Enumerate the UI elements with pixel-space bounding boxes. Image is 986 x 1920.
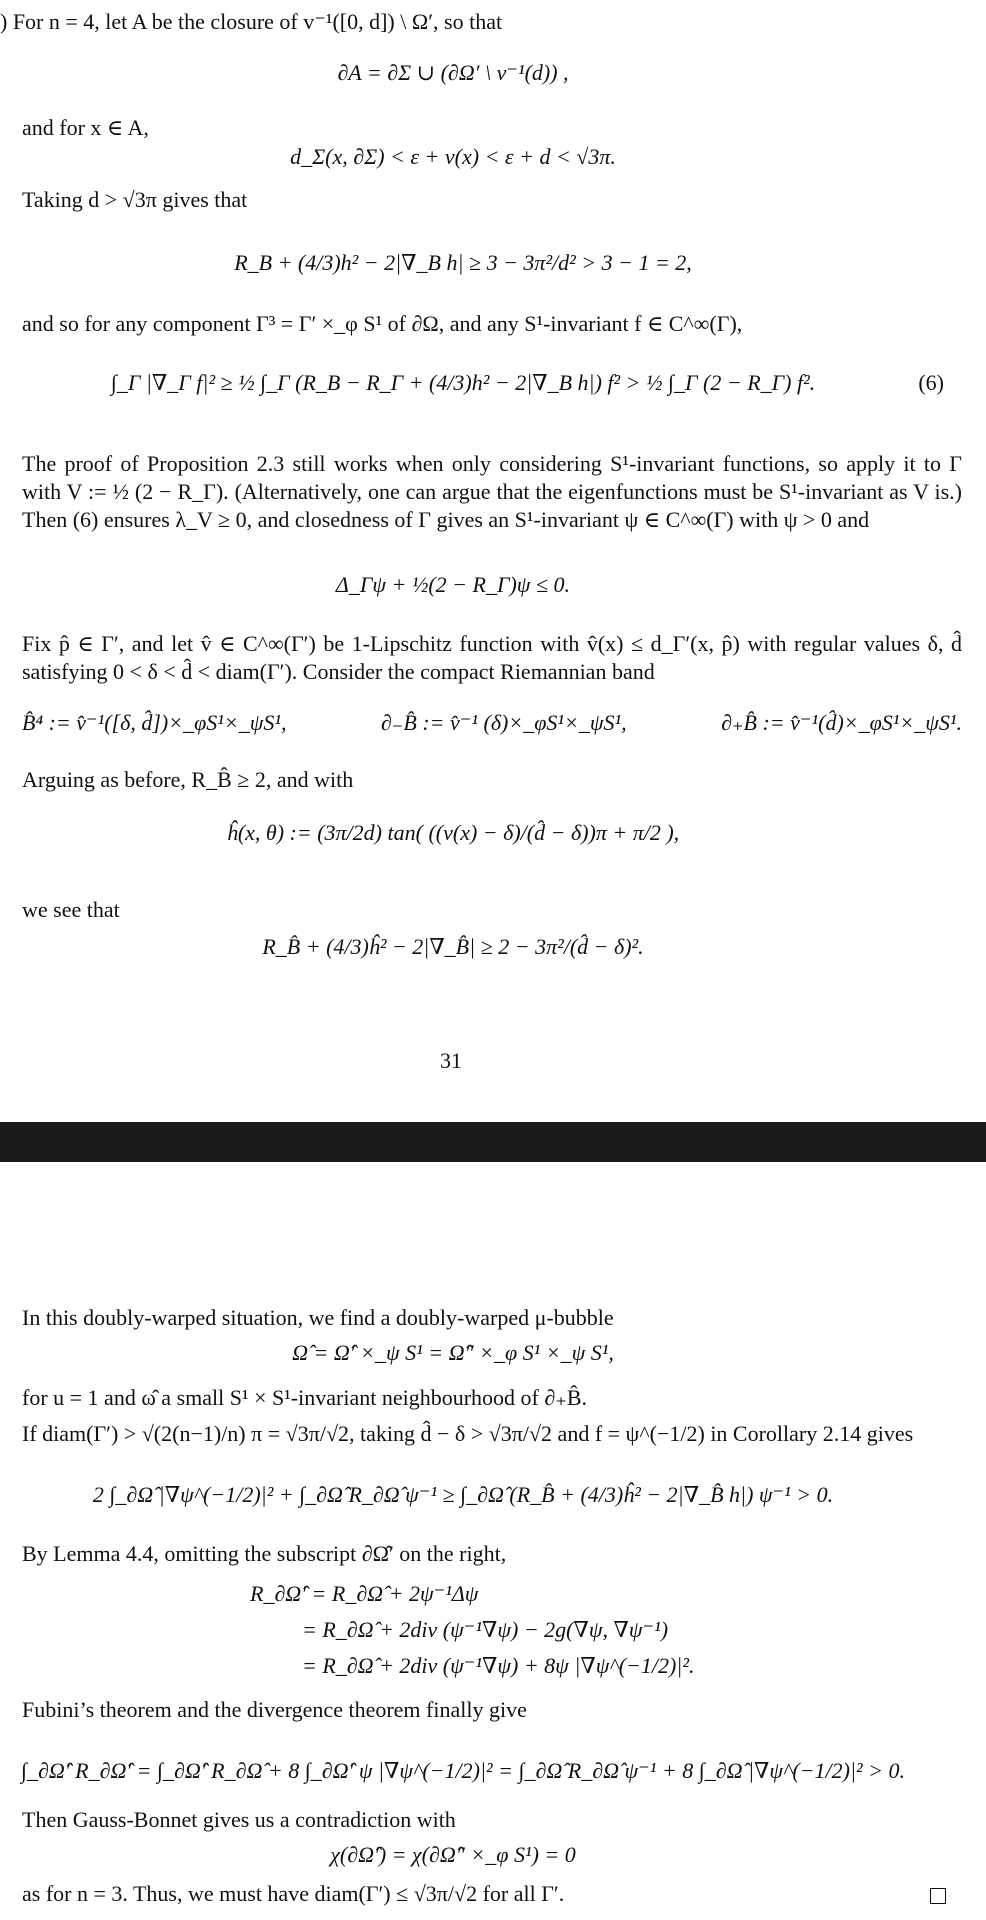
equation-band-scalar-bound: R_B̂ + (4/3)ĥ² − 2|∇_B̂| ≥ 2 − 3π²/(d̂ − δ)². — [262, 934, 644, 959]
qed-square — [930, 1888, 946, 1904]
text-line: Fubini’s theorem and the divergence theorem finally give — [22, 1697, 527, 1722]
equation-corollary-2-14: 2 ∫_∂Ω̂ |∇ψ^(−1/2)|² + ∫_∂Ω̂ R_∂Ω̂ ψ⁻¹ ≥ ∫_∂Ω̂ (R_B̂ + (4/3)ĥ² − 2|∇_B̂ h|) ψ⁻¹ > 0. — [92, 1482, 834, 1507]
text-line: we see that — [22, 897, 120, 922]
equation-laplacian: Δ_Γψ + ½(2 − R_Γ)ψ ≤ 0. — [335, 572, 571, 597]
equation-lemma-4-4-line1: R_∂Ω̂′ = R_∂Ω̂ + 2ψ⁻¹Δψ — [250, 1581, 479, 1606]
page-divider — [0, 1122, 986, 1162]
text-line: In this doubly-warped situation, we find a doubly-warped μ-bubble — [22, 1305, 614, 1330]
equation-fubini: ∫_∂Ω̂′ R_∂Ω̂′ = ∫_∂Ω̂′ R_∂Ω̂ + 8 ∫_∂Ω̂′ ψ |∇ψ^(−1/2)|² = ∫_∂Ω̂ R_∂Ω̂ ψ⁻¹ + 8 ∫_∂Ω̂ |∇ψ^(−1/2)|² > 0. — [21, 1758, 905, 1783]
equation-lemma-4-4-line2: = R_∂Ω̂ + 2div (ψ⁻¹∇ψ) − 2g(∇ψ, ∇ψ⁻¹) — [302, 1617, 669, 1642]
equation-band-definitions — [22, 708, 962, 738]
page-32-fragment — [0, 1162, 986, 1920]
equation-lemma-4-4-line3: = R_∂Ω̂ + 2div (ψ⁻¹∇ψ) + 8ψ |∇ψ^(−1/2)|². — [302, 1653, 695, 1678]
page-number: 31 — [440, 1048, 462, 1073]
text-line: Taking d > √3π gives that — [22, 187, 248, 212]
text-line: By Lemma 4.4, omitting the subscript ∂Ω̂′ on the right, — [22, 1541, 507, 1566]
equation-number: (6) — [918, 370, 944, 395]
paragraph-proposition: The proof of Proposition 2.3 still works when only considering S¹-invariant functions, so apply it to Γ with V := ½ (2 − R_Γ). (Alternatively, one can argue that the eigenfunctions must be S¹-invariant as V is.) Then (6) ensures λ_V ≥ 0, and closedness of Γ gives an S¹-invariant ψ ∈ C^∞(Γ) with ψ > 0 and — [22, 451, 962, 532]
paragraph-band: Fix p̂ ∈ Γ′, and let v̂ ∈ C^∞(Γ′) be 1-Lipschitz function with v̂(x) ≤ d_Γ′(x, p̂) with regular values δ, d̂ satisfying 0 < δ < d̂ < diam(Γ′). Consider the compact Riemannian band — [22, 631, 962, 684]
equation-distance-bound: d_Σ(x, ∂Σ) < ε + v(x) < ε + d < √3π. — [290, 144, 616, 169]
equation-mu-bubble: Ω̂ = Ω̂′ ×_ψ S¹ = Ω̂″ ×_φ S¹ ×_ψ S¹, — [292, 1340, 614, 1365]
text-line: as for n = 3. Thus, we must have diam(Γ′) ≤ √3π/√2 for all Γ′. — [22, 1881, 565, 1906]
text-line: If diam(Γ′) > √(2(n−1)/n) π = √3π/√2, taking d̂ − δ > √3π/√2 and f = ψ^(−1/2) in Corollary 2.14 gives — [22, 1421, 914, 1446]
equation-band: B̂⁴ := v̂⁻¹([δ, d̂])×_φS¹×_ψS¹, — [22, 710, 287, 735]
equation-6: ∫_Γ |∇_Γ f|² ≥ ½ ∫_Γ (R_B − R_Γ + (4/3)h² − 2|∇_B h|) f² > ½ ∫_Γ (2 − R_Γ) f². — [110, 370, 816, 395]
text-line: ) For n = 4, let A be the closure of v⁻¹([0, d]) \ Ω′, so that — [0, 9, 503, 34]
equation-euler-characteristic: χ(∂Ω̂′) = χ(∂Ω̂″ ×_φ S¹) = 0 — [330, 1842, 576, 1867]
text-line: Arguing as before, R_B̂ ≥ 2, and with — [22, 767, 354, 792]
text-line: and for x ∈ A, — [22, 115, 149, 140]
text-line: Then Gauss-Bonnet gives us a contradiction with — [22, 1807, 456, 1832]
text-line: and so for any component Γ³ = Γ′ ×_φ S¹ of ∂Ω, and any S¹-invariant f ∈ C^∞(Γ), — [22, 311, 743, 336]
equation-plus-boundary: ∂₊B̂ := v̂⁻¹(d̂)×_φS¹×_ψS¹. — [721, 710, 962, 735]
equation-h-hat: ĥ(x, θ) := (3π/2d) tan( ((v(x) − δ)/(d̂ − δ))π + π/2 ), — [226, 820, 680, 845]
equation-boundary-A: ∂A = ∂Σ ∪ (∂Ω′ \ v⁻¹(d)) , — [337, 60, 569, 85]
equation-scalar-bound: R_B + (4/3)h² − 2|∇_B h| ≥ 3 − 3π²/d² > 3 − 1 = 2, — [234, 250, 692, 275]
equation-minus-boundary: ∂₋B̂ := v̂⁻¹ (δ)×_φS¹×_ψS¹, — [380, 710, 627, 735]
text-line: for u = 1 and ω̂ a small S¹ × S¹-invariant neighbourhood of ∂₊B̂. — [22, 1385, 588, 1410]
